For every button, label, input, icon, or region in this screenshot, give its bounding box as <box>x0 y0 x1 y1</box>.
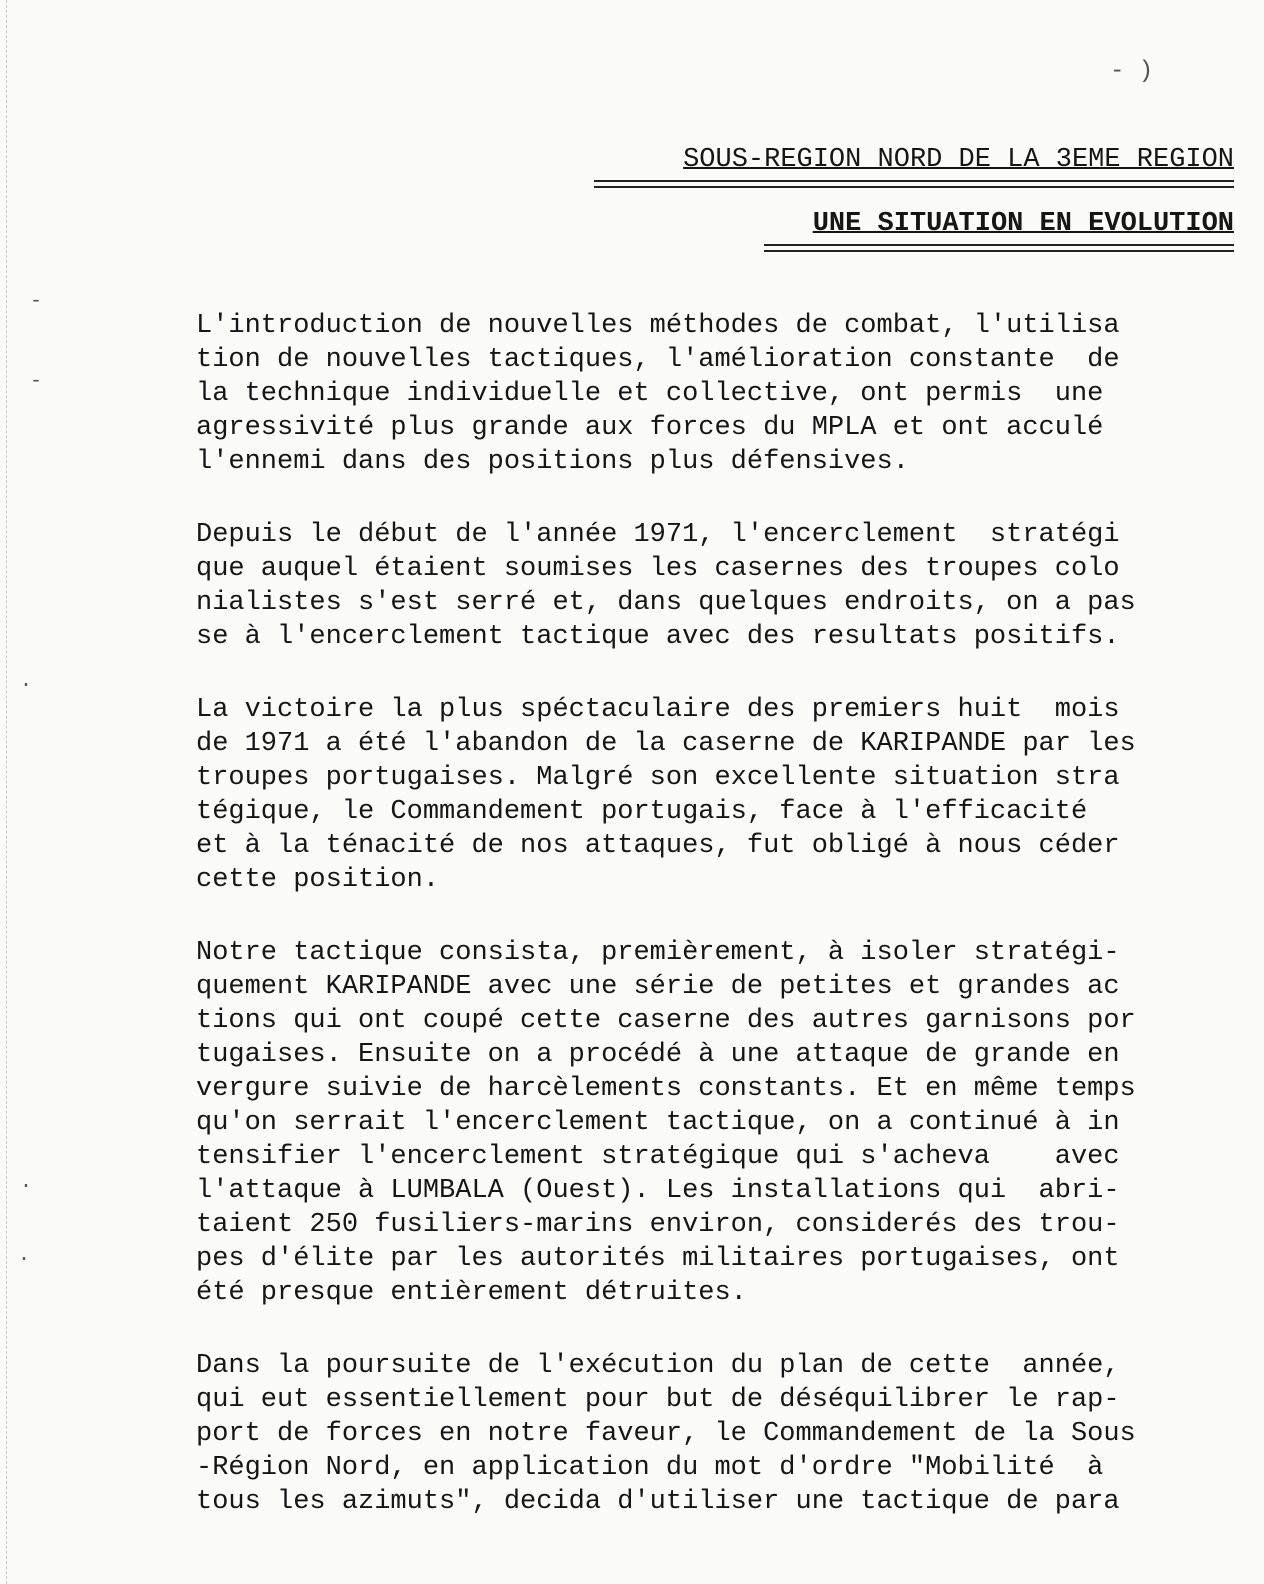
document-title-double-rule <box>764 244 1234 252</box>
paragraph: Depuis le début de l'année 1971, l'encerclement stratégi que auquel étaient soumises les casernes des troupes colo nialistes s'est serré et, dans quelques endroits, on a pas se à l'encerclement tactique avec des resultats positifs. <box>196 520 1136 652</box>
document-title <box>764 208 1234 252</box>
paragraph: Notre tactique consista, premièrement, à isoler stratégi- quement KARIPANDE avec une série de petites et grandes ac tions qui ont coupé cette caserne des autres garnisons por tugaises. Ensuite on a procédé à une attaque de grande en vergure suivie de harcèlements constants. Et en même temps qu'on serrait l'encerclement tactique, on a continué à in tensifier l'encerclement stratégique qui s'acheva avec l'attaque à LUMBALA (Ouest). Les installations qui abri- taient 250 fusiliers-marins environ, considerés des trou- pes d'élite par les autorités militaires portugaises, ont été presque entièrement détruites. <box>196 938 1136 1308</box>
scan-speck: - <box>30 290 43 313</box>
scan-speck: · <box>18 1248 31 1271</box>
region-heading-double-rule <box>594 180 1234 188</box>
page-mark: - ) <box>1110 58 1154 85</box>
paragraph: La victoire la plus spéctaculaire des premiers huit mois de 1971 a été l'abandon de la caserne de KARIPANDE par les troupes portugaises. Malgré son excellente situation stra tégique, le Commandement portugais, face à l'efficacité et à la ténacité de nos attaques, fut obligé à nous céder cette position. <box>196 695 1136 895</box>
paragraph: L'introduction de nouvelles méthodes de combat, l'utilisa tion de nouvelles tactiques, l'amélioration constante de la technique individuelle et collective, ont permis une agressivité plus grande aux forces du MPLA et ont acculé l'ennemi dans des positions plus défensives. <box>196 311 1120 477</box>
scan-speck: - <box>30 370 43 393</box>
region-heading <box>594 144 1234 188</box>
body-text <box>196 309 1226 1519</box>
scan-left-edge <box>6 0 8 1584</box>
scan-speck: · <box>20 674 33 697</box>
paragraph: Dans la poursuite de l'exécution du plan de cette année, qui eut essentiellement pour but de déséquilibrer le rap- port de forces en notre faveur, le Commandement de la Sous -Région Nord, en application du mot d'ordre "Mobilité à tous les azimuts", decida d'utiliser une tactique de para <box>196 1351 1136 1517</box>
scan-speck: · <box>20 1175 33 1198</box>
region-heading-text: SOUS-REGION NORD DE LA 3EME REGION <box>683 145 1234 175</box>
document-title-text: UNE SITUATION EN EVOLUTION <box>812 209 1234 239</box>
